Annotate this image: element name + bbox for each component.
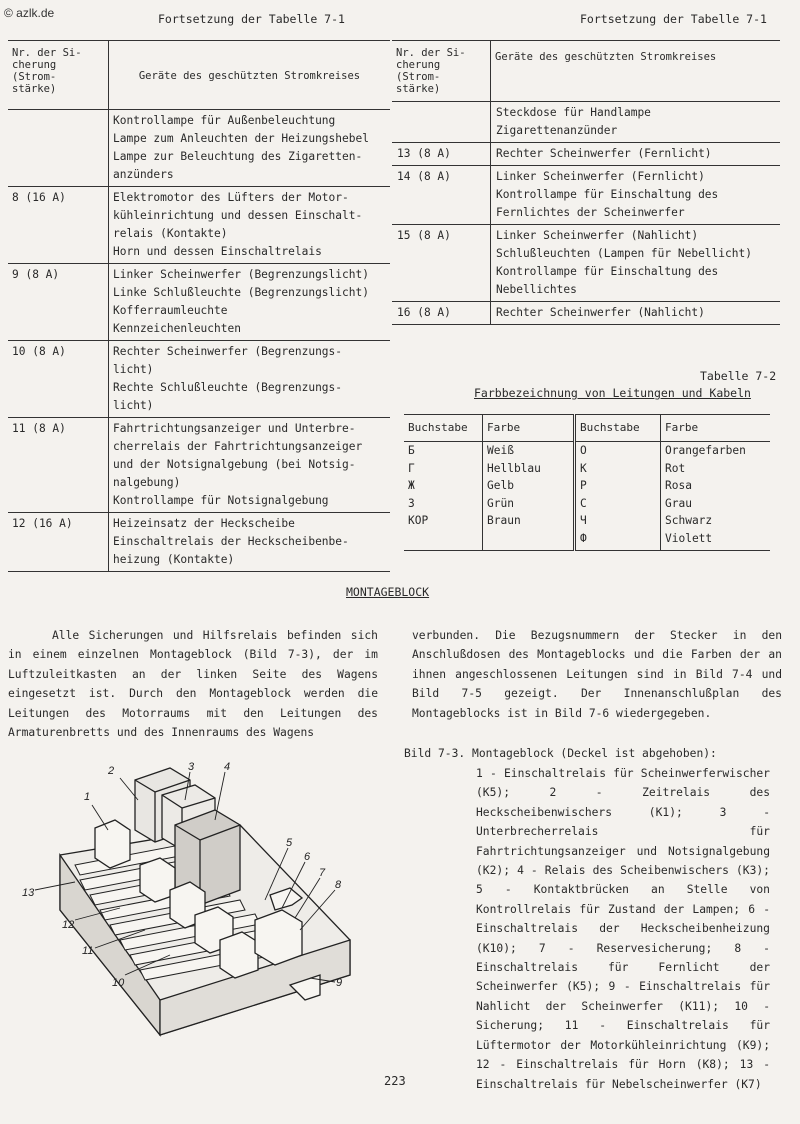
figure-label-4: 4 <box>224 761 231 773</box>
fuse-cell <box>392 102 491 143</box>
devices-cell: Fahrtrichtungsanzeiger und Unterbre- cherrelais der Fahrtrichtungsanzeiger und der Notsignalgebung (bei Notsig- nalgebung) Kontrollampe für Notsignalgebung <box>109 418 391 513</box>
devices-cell: Kontrollampe für Außenbeleuchtung Lampe zum Anleuchten der Heizungshebel Lampe zur Beleuchtung des Zigaretten- anzünders <box>109 110 391 187</box>
color-cell: Grau <box>665 496 692 510</box>
devices-cell: Rechter Scheinwerfer (Begrenzungs- licht) Rechte Schlußleuchte (Begrenzungs- licht) <box>109 341 391 418</box>
devices-cell: Linker Scheinwerfer (Nahlicht) Schlußleuchten (Lampen für Nebellicht) Kontrollampe für Einschaltung des Nebellichtes <box>491 225 781 302</box>
watermark: © azlk.de <box>4 6 55 20</box>
page-number: 223 <box>384 1074 406 1088</box>
table-row <box>392 302 780 325</box>
devices-cell: Elektromotor des Lüfters der Motor- kühleinrichtung und dessen Einschalt- relais (Kontakte) Horn und dessen Einschaltrelais <box>109 187 391 264</box>
devices-cell: Steckdose für Handlampe Zigarettenanzünder <box>491 102 781 143</box>
devices-cell: Linker Scheinwerfer (Fernlicht) Kontrollampe für Einschaltung des Fernlichtes der Scheinwerfer <box>491 166 781 225</box>
fuse-cell: 8 (16 A) <box>8 187 109 264</box>
table-row <box>404 460 770 478</box>
column-header-fuse: Nr. der Si- cherung (Strom- stärke) <box>8 41 109 110</box>
letter-cell: Р <box>575 477 661 495</box>
column-header-devices: Geräte des geschützten Stromkreises <box>109 41 391 110</box>
fuse-cell <box>8 110 109 187</box>
column-header: Buchstabe <box>575 415 661 442</box>
fuse-cell: 11 (8 A) <box>8 418 109 513</box>
figure-label-2: 2 <box>108 765 115 777</box>
fuse-cell: 9 (8 A) <box>8 264 109 341</box>
fuse-cell: 10 (8 A) <box>8 341 109 418</box>
color-cell: Rosa <box>665 479 692 492</box>
fuse-cell: 13 (8 A) <box>392 143 491 166</box>
letter-cell <box>404 530 483 551</box>
devices-cell: Rechter Scheinwerfer (Nahlicht) <box>491 302 781 325</box>
table-number: Tabelle 7-2 <box>700 369 777 383</box>
figure-label-9: 9 <box>336 977 343 989</box>
figure-label-6: 6 <box>304 851 311 863</box>
color-cell: Rot <box>665 461 686 475</box>
color-cell: Schwarz <box>665 514 713 527</box>
table-title: Farbbezeichnung von Leitungen und Kabeln <box>474 386 751 400</box>
figure-label-10: 10 <box>112 977 125 989</box>
table-row <box>8 187 390 264</box>
color-cell <box>483 530 575 551</box>
table-row <box>392 102 780 143</box>
color-cell: Orangefarben <box>665 444 746 457</box>
figure-label-13: 13 <box>22 887 35 899</box>
color-cell: Hellblau <box>483 460 575 478</box>
letter-cell: Ф <box>575 530 661 551</box>
figure-caption-body: 1 - Einschaltrelais für Scheinwerferwischer (К5); 2 - Zeitrelais des Heckscheibenwischers (К1); 3 - Unterbrecherrelais für Fahrtrichtungsanzeiger und Notsignalgebung (К2); 4 - Relais des Scheibenwischers (К3); 5 - Kontaktbrücken an Stelle von Kontrollrelais für Zustand der Lampen; 6 - Einschaltrelais der Heckscheibenheizung (К10); 7 - Reservesicherung; 8 - Einschaltrelais für Fernlicht der Scheinwerfer (К5); 9 - Einschaltrelais für Nahlicht der Scheinwerfer (К11); 10 - Sicherung; 11 - Einschaltrelais für Lüftermotor der Motorkühleinrichtung (К9); 12 - Einschaltrelais für Horn (К8); 13 - Einschaltrelais für Nebelscheinwerfer (К7) <box>476 767 770 1091</box>
devices-cell: Rechter Scheinwerfer (Fernlicht) <box>491 143 781 166</box>
figure-label-1: 1 <box>84 791 91 803</box>
table-row <box>404 477 770 495</box>
fuse-cell: 15 (8 A) <box>392 225 491 302</box>
table-row <box>8 264 390 341</box>
column-header-devices: Geräte des geschützten Stromkreises <box>491 41 781 102</box>
figure-caption-title: Bild 7-3. Montageblock (Deckel ist abgehoben): <box>404 747 717 760</box>
table-row <box>404 442 770 460</box>
figure-label-8: 8 <box>335 879 342 891</box>
table-row <box>392 225 780 302</box>
table-row <box>8 341 390 418</box>
paragraph-left: Alle Sicherungen und Hilfsrelais befinden sich in einem einzelnen Montageblock (Bild 7-3), der im Luftzuleitkasten an der linken Seite des Wagens eingesetzt ist. Durch den Montageblock werden die Leitungen des Motorraums mit den Leitungen des Armaturenbretts und des Innenraums des Wagens <box>8 629 378 740</box>
table-row <box>392 143 780 166</box>
color-cell: Violett <box>665 531 713 545</box>
devices-cell: Heizeinsatz der Heckscheibe Einschaltrelais der Heckscheibenbe- heizung (Kontakte) <box>109 513 391 572</box>
figure-label-7: 7 <box>319 867 326 879</box>
letter-cell: Г <box>404 460 483 478</box>
fuse-cell: 16 (8 A) <box>392 302 491 325</box>
fuse-cell: 14 (8 A) <box>392 166 491 225</box>
letter-cell: З <box>404 495 483 513</box>
paragraph-right: verbunden. Die Bezugsnummern der Stecker in den Anschlußdosen des Montageblocks und die Farben der an ihnen angeschlossenen Leitungen sind in Bild 7-4 und Bild 7-5 gezeigt. Der Innenanschlußplan des Montageblocks ist in Bild 7-6 wiedergegeben. <box>412 629 782 720</box>
figure-label-12: 12 <box>62 919 75 931</box>
column-header: Farbe <box>661 415 771 442</box>
column-header: Farbe <box>483 415 575 442</box>
table-row <box>404 495 770 513</box>
column-header: Buchstabe <box>404 415 483 442</box>
figure-label-11: 11 <box>82 945 94 957</box>
table-row <box>404 530 770 551</box>
table-row <box>392 166 780 225</box>
continuation-note-left: Fortsetzung der Tabelle 7-1 <box>158 12 345 26</box>
figure-label-3: 3 <box>188 761 195 773</box>
devices-cell: Linker Scheinwerfer (Begrenzungslicht) Linke Schlußleuchte (Begrenzungslicht) Kofferraumleuchte Kennzeichenleuchten <box>109 264 391 341</box>
column-header-fuse: Nr. der Si- cherung (Strom- stärke) <box>392 41 491 102</box>
color-cell: Grün <box>483 495 575 513</box>
section-heading: MONTAGEBLOCK <box>346 585 430 599</box>
color-cell: Weiß <box>483 442 575 460</box>
letter-cell: К <box>575 460 661 478</box>
color-cell: Gelb <box>483 477 575 495</box>
letter-cell: С <box>575 495 661 513</box>
letter-cell: Б <box>404 442 483 460</box>
table-row <box>8 418 390 513</box>
letter-cell: Ж <box>404 477 483 495</box>
table-row <box>404 512 770 530</box>
table-row <box>8 513 390 572</box>
table-row <box>8 110 390 187</box>
figure-label-5: 5 <box>286 837 293 849</box>
fuse-table-left <box>8 40 390 572</box>
letter-cell: Ч <box>575 512 661 530</box>
letter-cell: О <box>575 442 661 460</box>
montageblock-figure <box>20 750 385 1040</box>
color-table <box>404 414 770 551</box>
color-cell: Braun <box>483 512 575 530</box>
fuse-cell: 12 (16 A) <box>8 513 109 572</box>
letter-cell: КОР <box>404 512 483 530</box>
continuation-note-right: Fortsetzung der Tabelle 7-1 <box>580 12 767 26</box>
fuse-table-right <box>392 40 780 325</box>
